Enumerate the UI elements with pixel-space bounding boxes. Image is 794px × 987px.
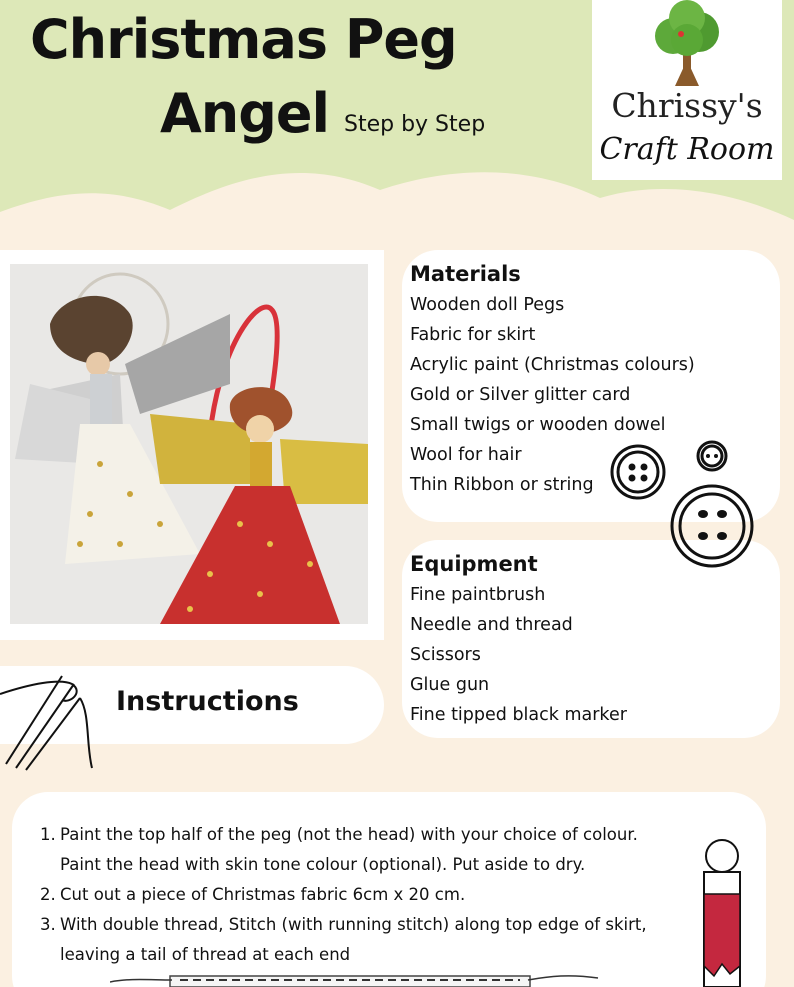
step-text: With double thread, Stitch (with running stitch) along top edge of skirt,	[60, 915, 647, 934]
painted-peg-illustration	[692, 836, 752, 987]
list-item: Gold or Silver glitter card	[410, 385, 631, 405]
page-subtitle: Step by Step	[344, 112, 486, 137]
equipment-heading: Equipment	[410, 552, 538, 576]
list-item: Acrylic paint (Christmas colours)	[410, 355, 695, 375]
list-item: Glue gun	[410, 675, 490, 695]
peg-angels-photo	[10, 264, 368, 624]
step-item	[40, 880, 680, 910]
list-item: Fine paintbrush	[410, 585, 546, 605]
tree-icon	[647, 0, 727, 88]
step-number: 3.	[40, 915, 56, 934]
equipment-list	[410, 580, 627, 730]
list-item: Wool for hair	[410, 445, 522, 465]
list-item: Thin Ribbon or string	[410, 475, 594, 495]
step-text: Paint the head with skin tone colour (optional). Put aside to dry.	[60, 855, 586, 874]
list-item: Needle and thread	[410, 615, 573, 635]
step-number: 1.	[40, 825, 56, 844]
list-item: Wooden doll Pegs	[410, 295, 565, 315]
materials-heading: Materials	[410, 262, 521, 286]
step-number: 2.	[40, 885, 56, 904]
step-item	[40, 820, 680, 880]
page-title-line-2: Angel	[160, 82, 330, 145]
list-item: Small twigs or wooden dowel	[410, 415, 666, 435]
page-title-line-1: Christmas Peg	[30, 8, 457, 71]
logo-name: Chrissy's	[611, 86, 763, 125]
step-text: Paint the top half of the peg (not the head) with your choice of colour.	[60, 825, 638, 844]
sewing-buttons-icon	[606, 436, 766, 586]
running-stitch-illustration	[110, 968, 600, 987]
list-item: Fine tipped black marker	[410, 705, 627, 725]
brand-logo	[592, 0, 782, 180]
list-item: Scissors	[410, 645, 481, 665]
list-item: Fabric for skirt	[410, 325, 536, 345]
step-text: Cut out a piece of Christmas fabric 6cm x 20 cm.	[60, 885, 466, 904]
logo-subtitle: Craft Room	[599, 132, 775, 167]
step-item	[40, 910, 680, 970]
instruction-steps	[40, 820, 680, 970]
step-text: leaving a tail of thread at each end	[60, 945, 351, 964]
needles-icon	[0, 664, 100, 774]
instructions-heading: Instructions	[116, 686, 299, 717]
